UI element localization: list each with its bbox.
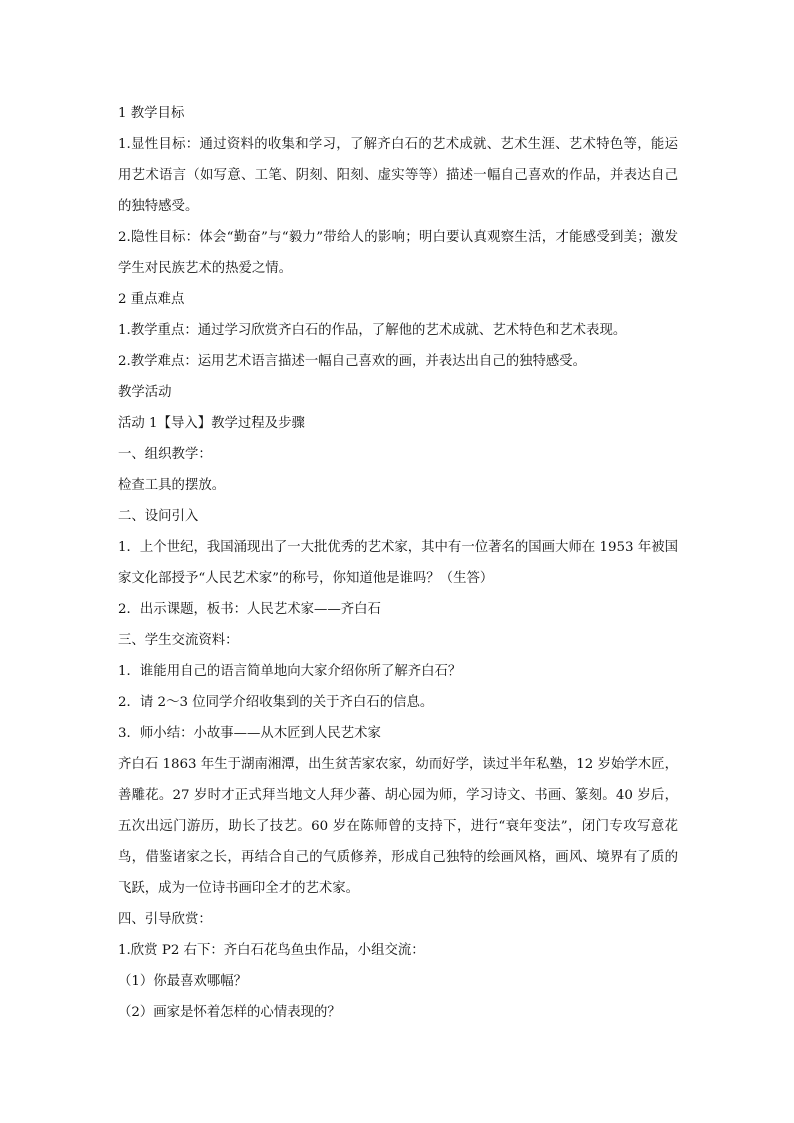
question-2: （2）画家是怀着怎样的心情表现的？ bbox=[118, 1005, 341, 1020]
paragraph-implicit-goal: 2.隐性目标：体会“勤奋”与“毅力”带给人的影响；明白要认真观察生活，才能感受到美；激发学生对民族艺术的热爱之情。 bbox=[118, 230, 678, 276]
heading-key-difficulties: 2 重点难点 bbox=[118, 292, 185, 307]
document-page bbox=[118, 98, 678, 1028]
paragraph-key-point: 1.教学重点：通过学习欣赏齐白石的作品，了解他的艺术成就、艺术特色和艺术表现。 bbox=[118, 323, 627, 338]
text-check-tools: 检查工具的摆放。 bbox=[118, 478, 226, 493]
text-show-topic: 2．出示课题，板书：人民艺术家——齐白石 bbox=[118, 602, 381, 617]
heading-teaching-goals: 1 教学目标 bbox=[118, 106, 185, 121]
paragraph-last-century: 1．上个世纪，我国涌现出了一大批优秀的艺术家，其中有一位著名的国画大师在 1953 年被国家文化部授予“人民艺术家”的称号，你知道他是谁吗？（生答） bbox=[118, 540, 678, 586]
section-student-exchange: 三、学生交流资料： bbox=[118, 633, 239, 648]
paragraph-biography: 齐白石 1863 年生于湖南湘潭，出生贫苦家农家，幼而好学，读过半年私塾，12 岁始学木匠，善雕花。27 岁时才正式拜当地文人拜少蕃、胡心园为师，学习诗文、书画、篆刻。40 岁后，五次出远门游历，助长了技艺。60 岁在陈师曾的支持下，进行“衰年变法”，闭门专攻写意花鸟，借鉴诸家之长，再结合自己的气质修养，形成自己独特的绘画风格，画风、境界有了质的飞跃，成为一位诗书画印全才的艺术家。 bbox=[118, 757, 678, 896]
heading-teaching-activities: 教学活动 bbox=[118, 385, 172, 400]
section-guided-appreciation: 四、引导欣赏： bbox=[118, 912, 212, 927]
question-1: （1）你最喜欢哪幅？ bbox=[118, 974, 248, 989]
text-appreciate-p2: 1.欣赏 P2 右下：齐白石花鸟鱼虫作品，小组交流： bbox=[118, 943, 425, 958]
section-question-intro: 二、设问引入 bbox=[118, 509, 199, 524]
list-item-1: 1．谁能用自己的语言简单地向大家介绍你所了解齐白石？ bbox=[118, 664, 462, 679]
paragraph-explicit-goal: 1.显性目标：通过资料的收集和学习，了解齐白石的艺术成就、艺术生涯、艺术特色等，能运用艺术语言（如写意、工笔、阴刻、阳刻、虚实等等）描述一幅自己喜欢的作品，并表达自己的独特感受。 bbox=[118, 137, 678, 214]
paragraph-difficulty: 2.教学难点：运用艺术语言描述一幅自己喜欢的画，并表达出自己的独特感受。 bbox=[118, 354, 587, 369]
section-organize-teaching: 一、组织教学： bbox=[118, 447, 212, 462]
list-item-3: 3．师小结：小故事——从木匠到人民艺术家 bbox=[118, 726, 381, 741]
heading-activity-1: 活动 1【导入】教学过程及步骤 bbox=[118, 416, 305, 431]
list-item-2: 2．请 2～3 位同学介绍收集到的关于齐白石的信息。 bbox=[118, 695, 434, 710]
